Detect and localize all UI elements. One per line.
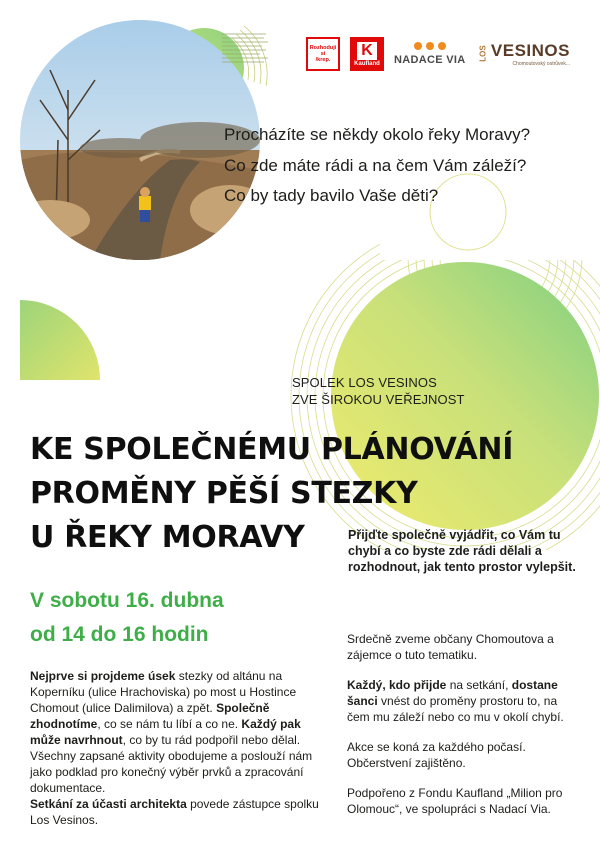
question-3: Co by tady bavilo Vaše děti? bbox=[224, 186, 439, 205]
question-1: Procházíte se někdy okolo řeky Moravy? bbox=[224, 125, 531, 144]
welcome-text: Srdečně zveme občany Chomoutova a zájemce o tuto tematiku. bbox=[347, 632, 554, 662]
event-date: V sobotu 16. dubna od 14 do 16 hodin bbox=[30, 589, 224, 646]
event-description: Nejprve si projdeme úsek stezky od altánu na Koperníku (ulice Hrachoviska) po most u Hostince Chomout (ulice Dalimilova) a zpět. Společně zhodnotíme, co se nám tu líbí a co ne. Každý pak může navrhnout, co by tu rád podpořil nebo dělal. Všechny zapsané aktivity obodujeme a poslouží nám jako podklad pro konečný výběr prvků a zpracování dokumentace. Setkání za účasti architekta povede zástupce spolku Los Vesinos. bbox=[30, 669, 319, 827]
weather-text: Akce se koná za každého počasí. Občerstvení zajištěno. bbox=[347, 740, 526, 770]
question-2: Co zde máte rádi a na čem Vám záleží? bbox=[224, 155, 527, 175]
intro-questions bbox=[224, 120, 530, 212]
partner-logos bbox=[306, 36, 570, 72]
nadace-via-logo: NADACE VIA bbox=[394, 42, 465, 66]
invitation-text: SPOLEK LOS VESINOS ZVE ŠIROKOU VEŘEJNOST bbox=[292, 375, 465, 407]
stripes-decoration bbox=[222, 30, 272, 110]
call-to-action: Přijďte společně vyjádřit, co Vám tu chybí a co byste zde rádi dělali a rozhodnout, jak tento prostor vylepšit. bbox=[348, 528, 576, 574]
event-details bbox=[347, 631, 577, 831]
los-vesinos-logo: LOS VESINOS Chomoutovský ostrůvek... bbox=[479, 41, 570, 67]
sponsor-text: Podpořeno z Fondu Kaufland „Milion pro Olomouc“, ve spolupráci s Nadací Via. bbox=[347, 786, 563, 816]
participation-text: Každý, kdo přijde na setkání, dostane šanci vnést do proměny prostoru to, na čem mu záleží nebo co mu v okolí chybí. bbox=[347, 678, 564, 724]
kaufland-logo: K Kaufland bbox=[350, 37, 384, 71]
rozhoduji-si-logo: Rozhoduji si /krep. bbox=[306, 37, 340, 71]
page-title: KE SPOLEČNÉMU PLÁNOVÁNÍ PROMĚNY PĚŠÍ STEZKY U ŘEKY MORAVY bbox=[30, 432, 514, 555]
